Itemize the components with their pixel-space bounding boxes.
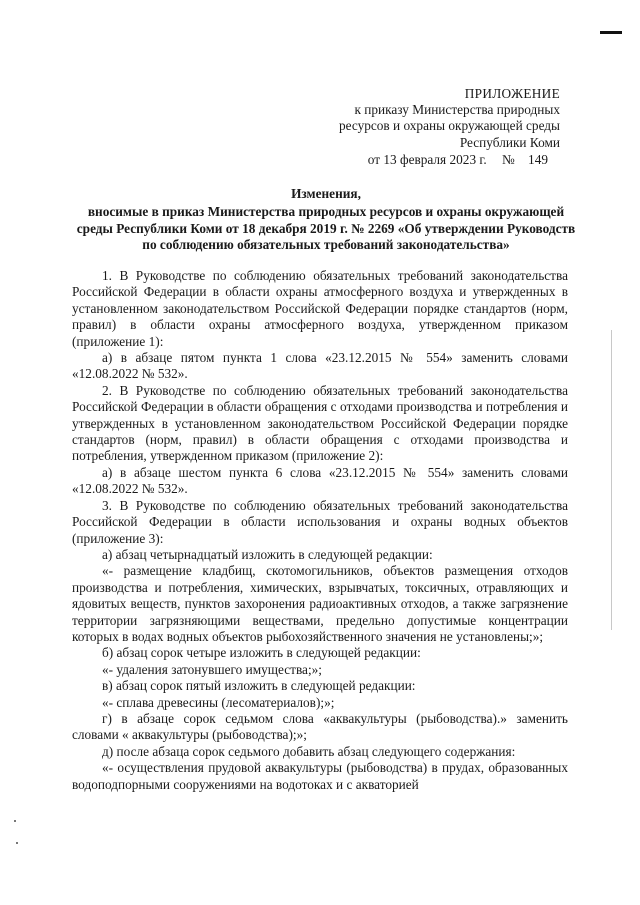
paragraph: 3. В Руководстве по соблюдению обязательных требований законодательства Российской Федерации в области использования и охраны водных объектов (приложение 3): (72, 497, 568, 546)
document-heading (72, 186, 580, 254)
heading-title: Изменения, (291, 186, 361, 201)
order-date-number (300, 152, 560, 168)
paragraph: а) в абзаце шестом пункта 6 слова «23.12.2015 № 554» заменить словами «12.08.2022 № 532». (72, 464, 568, 497)
scan-artifact-dot (14, 820, 16, 822)
paragraph: «- сплава древесины (лесоматериалов);»; (102, 694, 335, 710)
paragraph: д) после абзаца сорок седьмого добавить абзац следующего содержания: (102, 743, 516, 759)
paragraph: б) абзац сорок четыре изложить в следующей редакции: (102, 645, 421, 661)
paragraph: 2. В Руководстве по соблюдению обязательных требований законодательства Российской Федерации в области обращения с отходами производства и потребления и утвержденных в установленном законодательством Российской Федерации порядке стандартов (норм, правил) в области обращения с отходами производства и потребления, утвержденном приказом (приложение 2): (72, 382, 568, 464)
approval-block (300, 86, 560, 168)
approval-line: к приказу Министерства природных (354, 102, 560, 118)
paragraph: «- размещение кладбищ, скотомогильников, объектов размещения отходов производства и потребления, химических, взрывчатых, токсичных, отравляющих и ядовитых веществ, пунктов захоронения радиоактивных отходов, а также загрязнение территории загрязняющими веществами, предельно допустимые концентрации которых в водах водных объектов рыбохозяйственного значения не установлены;»; (72, 563, 568, 644)
paragraph: а) в абзаце пятом пункта 1 слова «23.12.2015 № 554» заменить словами «12.08.2022 № 532». (72, 350, 568, 382)
order-number: 149 (528, 151, 548, 167)
number-sign: № (502, 151, 515, 167)
document-body (72, 268, 568, 793)
paragraph: а) абзац четырнадцатый изложить в следующей редакции: (102, 546, 433, 562)
paragraph: «- удаления затонувшего имущества;»; (102, 661, 322, 677)
paragraph: г) в абзаце сорок седьмом слова «аквакультуры (рыбоводства).» заменить словами « аквакультуры (рыбоводства);»; (72, 710, 568, 743)
approval-line: ресурсов и охраны окружающей среды (338, 118, 560, 134)
paragraph: в) абзац сорок пятый изложить в следующей редакции: (102, 678, 416, 694)
paragraph: 1. В Руководстве по соблюдению обязательных требований законодательства Российской Федерации в области охраны атмосферного воздуха и утвержденных в установленном законодательством Российской Федерации порядке стандартов (норм, правил) в области охраны атмосферного воздуха, утвержденном приказом (приложение 1): (72, 268, 568, 349)
approval-title: ПРИЛОЖЕНИЕ (464, 86, 560, 101)
approval-line: Республики Коми (459, 134, 560, 150)
order-date: от 13 февраля 2023 г. (367, 151, 487, 167)
paragraph: «- осуществления прудовой аквакультуры (рыбоводства) в прудах, образованных водоподпорными сооружениями на водотоках и с акваторией (72, 760, 568, 792)
scan-artifact-mark (600, 31, 622, 34)
scan-artifact-dot (16, 842, 18, 844)
scan-artifact-line (611, 330, 612, 630)
heading-subtitle: вносимые в приказ Министерства природных ресурсов и охраны окружающей среды Республики Коми от 18 декабря 2019 г. № 2269 «Об утверждении Руководств по соблюдению обязательных требований законодательства» (76, 204, 576, 253)
